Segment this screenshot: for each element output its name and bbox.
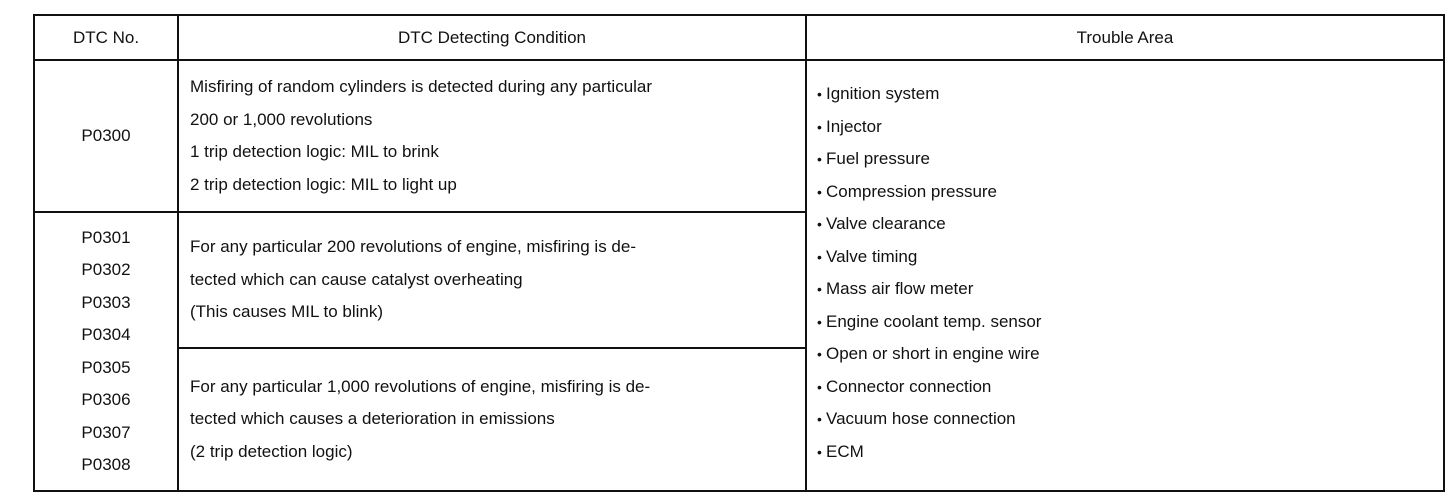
bullet-icon: •	[817, 248, 822, 265]
list-item	[817, 111, 1443, 144]
dtc-code: P0307	[81, 422, 131, 442]
condition-line: tected which can cause catalyst overheating	[190, 269, 523, 289]
dtc-code: P0306	[81, 390, 131, 409]
list-item	[817, 143, 1443, 176]
dtc-table	[33, 14, 1445, 492]
bullet-icon: •	[817, 216, 822, 232]
dtc-code-cell	[34, 212, 178, 491]
table-header-row	[34, 15, 1444, 60]
bullet-icon: •	[817, 378, 822, 395]
condition-cell	[178, 212, 806, 348]
condition-line: 1 trip detection logic: MIL to brink	[190, 142, 439, 161]
bullet-icon: •	[817, 346, 822, 362]
condition-line: 2 trip detection logic: MIL to light up	[190, 174, 457, 194]
trouble-area-item: Valve clearance	[826, 214, 946, 233]
condition-line: 200 or 1,000 revolutions	[190, 109, 373, 129]
trouble-area-item: Open or short in engine wire	[826, 344, 1040, 363]
list-item	[817, 436, 1443, 469]
list-item	[817, 273, 1443, 306]
trouble-area-item: ECM	[826, 441, 864, 461]
bullet-icon: •	[817, 443, 822, 460]
dtc-code: P0302	[81, 260, 131, 279]
condition-line: (2 trip detection logic)	[190, 441, 353, 461]
dtc-code: P0300	[81, 125, 131, 145]
dtc-code: P0303	[81, 292, 131, 312]
list-item	[817, 78, 1443, 111]
trouble-area-item: Mass air flow meter	[826, 279, 974, 298]
trouble-area-cell	[806, 60, 1444, 491]
table-row	[34, 60, 1444, 212]
header-dtc-no: DTC No.	[34, 15, 178, 60]
list-item	[817, 176, 1443, 209]
trouble-area-item: Engine coolant temp. sensor	[826, 311, 1042, 331]
condition-line: (This causes MIL to blink)	[190, 302, 384, 322]
trouble-area-list	[817, 78, 1443, 468]
trouble-area-item: Connector connection	[826, 376, 992, 396]
trouble-area-item: Valve timing	[826, 246, 918, 266]
condition-line: tected which causes a deterioration in emissions	[190, 409, 555, 429]
header-condition: DTC Detecting Condition	[178, 15, 806, 60]
dtc-code: P0308	[81, 455, 131, 474]
header-trouble-area: Trouble Area	[806, 15, 1444, 60]
trouble-area-item: Compression pressure	[826, 181, 998, 201]
list-item	[817, 306, 1443, 339]
list-item	[817, 403, 1443, 436]
list-item	[817, 208, 1443, 241]
trouble-area-item: Fuel pressure	[826, 149, 930, 168]
condition-line: For any particular 200 revolutions of engine, misfiring is de-	[190, 237, 636, 257]
bullet-icon: •	[817, 411, 822, 427]
dtc-code: P0304	[81, 325, 131, 344]
dtc-code: P0301	[81, 227, 131, 247]
bullet-icon: •	[817, 151, 822, 167]
list-item	[817, 241, 1443, 274]
list-item	[817, 338, 1443, 371]
trouble-area-item: Injector	[826, 116, 882, 136]
condition-cell	[178, 348, 806, 491]
condition-line: For any particular 1,000 revolutions of engine, misfiring is de-	[190, 376, 651, 396]
bullet-icon: •	[817, 281, 822, 297]
dtc-code-cell	[34, 60, 178, 212]
dtc-code: P0305	[81, 357, 131, 377]
condition-line: Misfiring of random cylinders is detected during any particular	[190, 77, 653, 96]
bullet-icon: •	[817, 313, 822, 330]
trouble-area-item: Ignition system	[826, 84, 940, 103]
bullet-icon: •	[817, 86, 822, 102]
bullet-icon: •	[817, 183, 822, 200]
list-item	[817, 371, 1443, 404]
trouble-area-item: Vacuum hose connection	[826, 409, 1016, 428]
bullet-icon: •	[817, 118, 822, 135]
condition-cell	[178, 60, 806, 212]
